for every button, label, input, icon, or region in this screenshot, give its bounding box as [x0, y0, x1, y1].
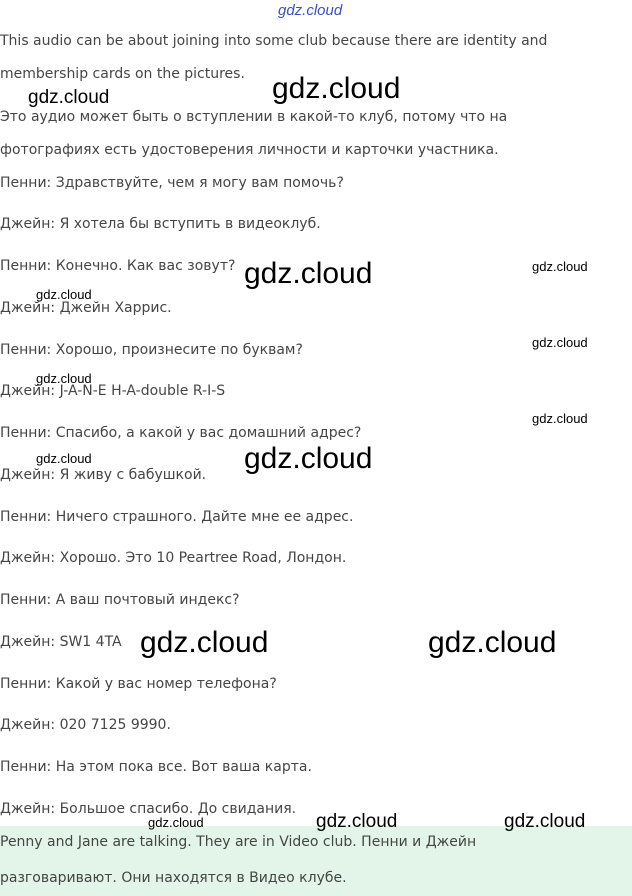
summary-box [0, 826, 632, 896]
dialogue-line: Джейн: Хорошо. Это 10 Peartree Road, Лондон. [0, 550, 347, 566]
dialogue-line: Пенни: На этом пока все. Вот ваша карта. [0, 759, 312, 775]
intro-en-line-2: membership cards on the pictures. [0, 66, 245, 82]
watermark: gdz.cloud [532, 411, 588, 426]
dialogue-line: Пенни: Конечно. Как вас зовут? [0, 258, 236, 274]
watermark: gdz.cloud [36, 287, 92, 302]
dialogue-line: Пенни: Какой у вас номер телефона? [0, 676, 277, 692]
intro-ru-line-2: фотографиях есть удостоверения личности и карточки участника. [0, 142, 499, 158]
dialogue-line: Джейн: Большое спасибо. До свидания. [0, 801, 297, 817]
dialogue-line: Джейн: J-A-N-E H-A-double R-I-S [0, 383, 226, 399]
intro-ru-line-1: Это аудио может быть о вступлении в какой-то клуб, потому что на [0, 109, 508, 125]
watermark: gdz.cloud [244, 257, 373, 290]
watermark: gdz.cloud [140, 626, 269, 659]
watermark: gdz.cloud [28, 87, 110, 108]
dialogue-line: Джейн: Я хотела бы вступить в видеоклуб. [0, 216, 321, 232]
summary-line-2: разговаривают. Они находятся в Видео клубе. [0, 870, 347, 886]
dialogue-line: Пенни: Ничего страшного. Дайте мне ее адрес. [0, 509, 354, 525]
dialogue-line: Джейн: Джейн Харрис. [0, 300, 172, 316]
summary-line-1: Penny and Jane are talking. They are in Video club. Пенни и Джейн [0, 834, 477, 850]
dialogue-line: Пенни: Хорошо, произнесите по буквам? [0, 342, 303, 358]
watermark: gdz.cloud [148, 815, 204, 830]
watermark: gdz.cloud [278, 2, 343, 19]
watermark: gdz.cloud [428, 626, 557, 659]
watermark: gdz.cloud [244, 442, 373, 475]
dialogue-line: Пенни: Здравствуйте, чем я могу вам помочь? [0, 175, 344, 191]
watermark: gdz.cloud [316, 811, 398, 832]
watermark: gdz.cloud [272, 72, 401, 105]
intro-en-line-1: This audio can be about joining into some club because there are identity and [0, 33, 548, 49]
dialogue-line: Пенни: А ваш почтовый индекс? [0, 592, 240, 608]
dialogue-line: Джейн: 020 7125 9990. [0, 717, 171, 733]
watermark: gdz.cloud [532, 335, 588, 350]
dialogue-line: Пенни: Спасибо, а какой у вас домашний адрес? [0, 425, 362, 441]
watermark: gdz.cloud [504, 811, 586, 832]
watermark: gdz.cloud [532, 259, 588, 274]
watermark: gdz.cloud [36, 451, 92, 466]
dialogue-line: Джейн: Я живу с бабушкой. [0, 467, 207, 483]
watermark: gdz.cloud [36, 371, 92, 386]
dialogue-line: Джейн: SW1 4TA [0, 634, 122, 650]
